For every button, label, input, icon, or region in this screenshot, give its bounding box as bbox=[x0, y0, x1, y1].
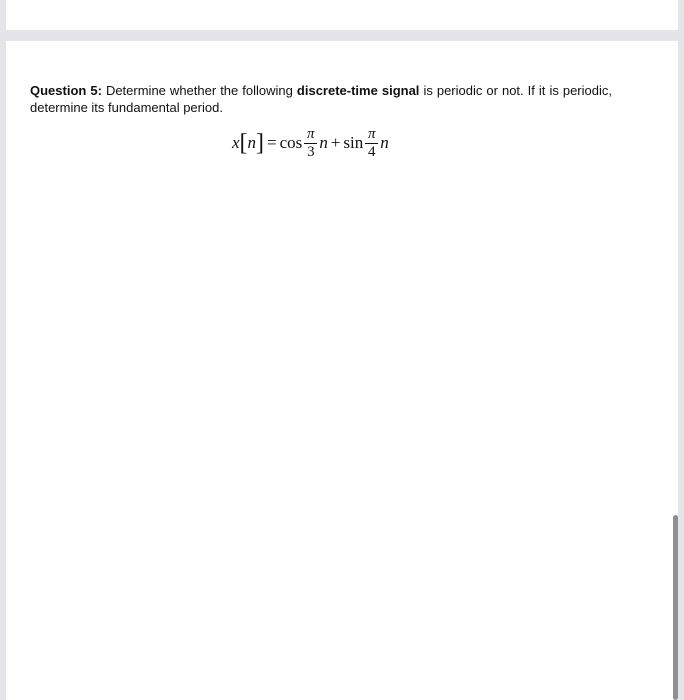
equation-fraction-2 bbox=[365, 126, 378, 161]
question-text-start: Determine whether the following bbox=[101, 83, 297, 98]
equation-lhs-var: x bbox=[232, 133, 240, 152]
equation-equals: = bbox=[267, 133, 277, 152]
equation-term2-var: n bbox=[380, 133, 389, 152]
question-bold-term: discrete-time signal bbox=[296, 83, 420, 98]
fraction-1-numerator: π bbox=[307, 125, 315, 142]
equation-term1-var: n bbox=[319, 133, 328, 152]
previous-page bbox=[6, 0, 678, 30]
equation-open-bracket: [ bbox=[239, 130, 248, 156]
fraction-1-denominator: 3 bbox=[307, 143, 315, 160]
equation-fraction-1 bbox=[304, 126, 317, 161]
fraction-2-numerator: π bbox=[367, 125, 376, 142]
equation-close-bracket: ] bbox=[256, 130, 265, 156]
question-label: Question 5: bbox=[30, 83, 102, 98]
equation-plus: + bbox=[330, 133, 341, 152]
equation-sin: sin bbox=[343, 133, 364, 152]
question-text-end: is periodic or not. If it is periodic, determine its fundamental period. bbox=[30, 83, 612, 115]
equation-lhs-index: n bbox=[247, 133, 257, 152]
signal-equation bbox=[232, 121, 389, 165]
equation-cos: cos bbox=[279, 133, 303, 152]
vertical-scrollbar[interactable] bbox=[673, 515, 678, 700]
fraction-2-denominator: 4 bbox=[368, 143, 376, 160]
question-paragraph bbox=[30, 82, 612, 116]
